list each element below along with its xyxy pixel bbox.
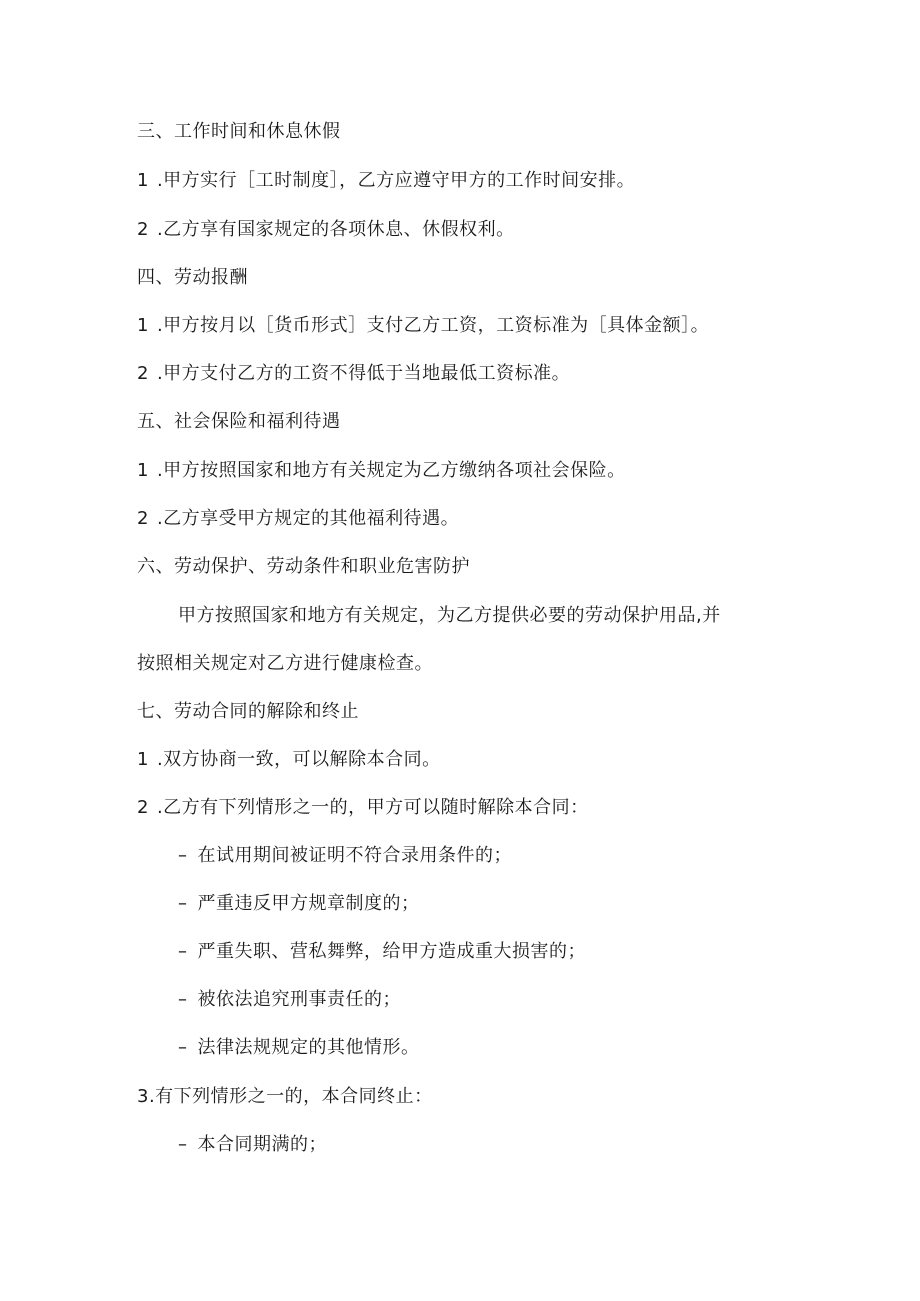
list-item xyxy=(178,1134,327,1157)
clause-text: .甲方实行［工时制度］，乙方应遵守甲方的工作时间安排。 xyxy=(156,170,636,191)
list-item-text: 在试用期间被证明不符合录用条件的； xyxy=(197,845,512,866)
list-item xyxy=(178,893,420,916)
dash-marker: – xyxy=(178,893,188,914)
clause-3-2 xyxy=(137,219,515,242)
clause-number: 1 xyxy=(137,315,149,336)
list-item xyxy=(178,845,512,868)
clause-text: .甲方支付乙方的工资不得低于当地最低工资标准。 xyxy=(156,363,571,384)
clause-text: .甲方按照国家和地方有关规定为乙方缴纳各项社会保险。 xyxy=(156,460,626,481)
clause-number: 1 xyxy=(137,749,149,770)
clause-4-1 xyxy=(137,315,709,338)
paragraph-6-line-2: 按照相关规定对乙方进行健康检查。 xyxy=(137,653,433,674)
clause-text: .乙方享有国家规定的各项休息、休假权利。 xyxy=(156,219,515,240)
clause-number: 1 xyxy=(137,460,149,481)
clause-3-1 xyxy=(137,170,635,193)
clause-text: .乙方享受甲方规定的其他福利待遇。 xyxy=(156,508,460,529)
clause-7-1 xyxy=(137,749,441,772)
clause-number: 2 xyxy=(137,219,149,240)
list-item xyxy=(178,941,586,964)
section-heading-5: 五、社会保险和福利待遇 xyxy=(137,411,341,432)
section-heading-4: 四、劳动报酬 xyxy=(137,267,248,288)
paragraph-6-line-1: 甲方按照国家和地方有关规定，为乙方提供必要的劳动保护用品,并 xyxy=(178,605,721,626)
dash-marker: – xyxy=(178,1037,188,1058)
clause-4-2 xyxy=(137,363,570,386)
clause-number: 2 xyxy=(137,508,149,529)
clause-text: .甲方按月以［货币形式］支付乙方工资，工资标准为［具体金额］。 xyxy=(156,315,710,336)
clause-7-3: 3.有下列情形之一的，本合同终止： xyxy=(137,1086,433,1107)
clause-number: 2 xyxy=(137,797,149,818)
dash-marker: – xyxy=(178,989,188,1010)
clause-number: 2 xyxy=(137,363,149,384)
list-item xyxy=(178,989,401,1012)
list-item-text: 本合同期满的； xyxy=(197,1134,327,1155)
list-item xyxy=(178,1037,420,1060)
clause-7-2 xyxy=(137,797,589,820)
dash-marker: – xyxy=(178,1134,188,1155)
list-item-text: 被依法追究刑事责任的； xyxy=(197,989,401,1010)
clause-text: .乙方有下列情形之一的，甲方可以随时解除本合同： xyxy=(156,797,589,818)
clause-5-2 xyxy=(137,508,459,531)
clause-number: 1 xyxy=(137,170,149,191)
section-heading-7: 七、劳动合同的解除和终止 xyxy=(137,701,359,722)
section-heading-6: 六、劳动保护、劳动条件和职业危害防护 xyxy=(137,556,470,577)
dash-marker: – xyxy=(178,941,188,962)
clause-text: .双方协商一致，可以解除本合同。 xyxy=(156,749,441,770)
list-item-text: 法律法规规定的其他情形。 xyxy=(197,1037,420,1058)
dash-marker: – xyxy=(178,845,188,866)
list-item-text: 严重失职、营私舞弊，给甲方造成重大损害的； xyxy=(197,941,586,962)
clause-5-1 xyxy=(137,460,626,483)
section-heading-3: 三、工作时间和休息休假 xyxy=(137,121,341,142)
list-item-text: 严重违反甲方规章制度的； xyxy=(197,893,420,914)
